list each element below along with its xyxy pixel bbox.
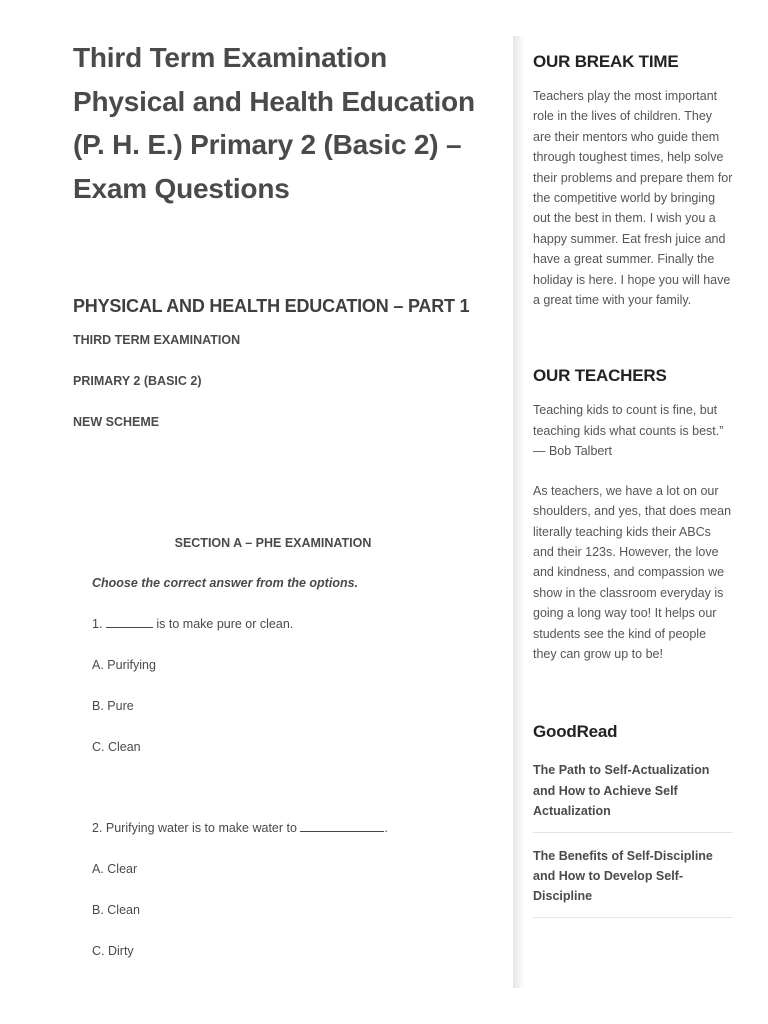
widget-title-teachers: OUR TEACHERS — [533, 366, 667, 386]
question-1-prefix: 1. — [92, 617, 106, 631]
widget-teachers — [533, 364, 733, 664]
widget-goodread — [533, 720, 733, 917]
goodread-link-self-actualization[interactable]: The Path to Self-Actualization and How to Achieve Self Actualization — [533, 760, 733, 832]
question-2-prefix: 2. Purifying water is to make water to — [92, 821, 301, 835]
goodread-link-self-discipline[interactable]: The Benefits of Self-Discipline and How to Develop Self-Discipline — [533, 846, 733, 918]
question-1-option-a: A. Purifying — [92, 658, 156, 672]
article-content — [73, 36, 483, 961]
widget-title-goodread: GoodRead — [533, 722, 618, 742]
goodread-list — [533, 760, 733, 917]
class-label: PRIMARY 2 (BASIC 2) — [73, 374, 202, 388]
instruction-text: Choose the correct answer from the options. — [92, 576, 359, 590]
question-1-suffix: is to make pure or clean. — [152, 617, 294, 631]
question-block — [73, 573, 483, 961]
question-1 — [92, 614, 483, 634]
question-2-suffix: . — [384, 821, 388, 835]
question-2-option-a: A. Clear — [92, 862, 138, 876]
answer-blank — [106, 616, 153, 628]
break-time-text: Teachers play the most important role in the lives of children. They are their mentors who guide them through toughest times, help solve their problems and prepare them for the competitive world by bringing out the best in them. I wish you a happy summer. Eat fresh juice and have a great summer. Finally the holiday is here. I hope you will have a great time with your family. — [533, 89, 733, 308]
teachers-text: As teachers, we have a lot on our shoulders, and yes, that does mean literally teaching kids their ABCs and their 123s. However, the love and kindness, and compassion we show in the classroom everyday is going a long way too! It helps our students see the kind of people they can grow up to be! — [533, 483, 732, 661]
question-1-option-b: B. Pure — [92, 699, 134, 713]
sidebar-widgets — [533, 50, 733, 931]
question-2-option-b: B. Clean — [92, 903, 140, 917]
widget-title-break-time: OUR BREAK TIME — [533, 52, 679, 71]
exam-term-label: THIRD TERM EXAMINATION — [73, 333, 241, 347]
question-1-option-c: C. Clean — [92, 740, 141, 754]
section-heading: SECTION A – PHE EXAMINATION — [174, 536, 372, 550]
widget-break-time — [533, 50, 733, 310]
sidebar — [513, 36, 768, 988]
article-title: Third Term Examination Physical and Health Education (P. H. E.) Primary 2 (Basic 2) – Exam Questions — [73, 42, 475, 204]
question-2 — [92, 818, 483, 838]
part-heading: PHYSICAL AND HEALTH EDUCATION – PART 1 — [73, 296, 470, 316]
teachers-quote: Teaching kids to count is fine, but teaching kids what counts is best.” — Bob Talbert — [533, 403, 724, 459]
sidebar-shadow — [513, 36, 525, 988]
scheme-label: NEW SCHEME — [73, 415, 160, 429]
answer-blank — [300, 820, 384, 832]
question-2-option-c: C. Dirty — [92, 944, 134, 958]
